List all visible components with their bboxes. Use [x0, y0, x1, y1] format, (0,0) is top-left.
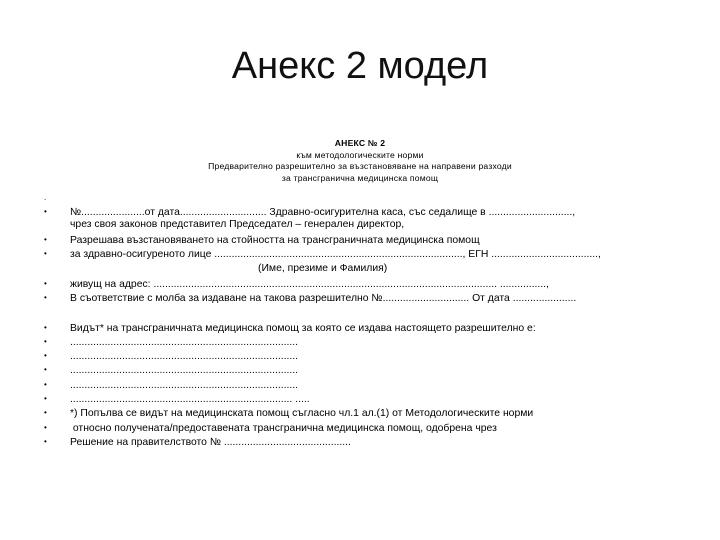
permit-number-line: №......................от дата.............................. Здравно-осигурителна каса, със седалище в .............................,: [70, 207, 576, 218]
annex-header: [0, 138, 720, 184]
blank-line-4: ...............................................................................: [70, 380, 299, 391]
annex-number: АНЕКС № 2: [334, 138, 386, 148]
bullet-icon: •: [44, 323, 47, 332]
blank-line-3: ...............................................................................: [70, 365, 299, 376]
footnote-line-1: *) Попълва се видът на медицинската помощ съгласно чл.1 ал.(1) от Методологическите норми: [70, 408, 534, 419]
application-line: В съответствие с молба за издаване на такова разрешително №.............................. От дата ......................: [70, 293, 577, 304]
annex-permit-subject: за трансгранична медицинска помощ: [281, 172, 439, 183]
blank-line-1: ...............................................................................: [70, 337, 299, 348]
care-type-line: Видът* на трансграничната медицинска помощ за която се издава настоящето разрешително е:: [70, 323, 536, 334]
government-decision-line: Решение на правителството № ............................................: [70, 437, 351, 448]
bullet-icon: •: [44, 293, 47, 302]
bullet-icon: •: [44, 380, 47, 389]
stray-dot: .: [44, 193, 47, 202]
footnote-line-2: относно получената/предоставената трансгранична медицинска помощ, одобрена чрез: [70, 423, 497, 434]
bullet-icon: •: [44, 423, 47, 432]
blank-line-5: ............................................................................. .....: [70, 394, 310, 405]
reimbursement-line: Разрешава възстановяването на стойността на трансграничната медицинска помощ: [70, 235, 480, 246]
bullet-icon: •: [44, 437, 47, 446]
bullet-icon: •: [44, 351, 47, 360]
annex-subtitle: към методологическите норми: [296, 149, 424, 160]
representative-line: чрез своя законов представител Председател – генерален директор,: [70, 219, 405, 230]
bullet-icon: •: [44, 337, 47, 346]
insured-person-line: за здравно-осигуреното лице ......................................................................................, ЕГН .....................................,: [70, 249, 601, 260]
bullet-icon: •: [44, 408, 47, 417]
annex-permit-title: Предварително разрешително за възстановяване на направени разходи: [208, 161, 512, 171]
name-hint: (Име, презиме и Фамилия): [258, 263, 388, 274]
bullet-icon: •: [44, 207, 47, 216]
bullet-icon: •: [44, 235, 47, 244]
bullet-icon: •: [44, 249, 47, 258]
address-line: живущ на адрес: ....................................................................................................................... ................,: [70, 279, 549, 290]
slide-title: Анекс 2 модел: [231, 45, 489, 87]
bullet-icon: •: [44, 394, 47, 403]
blank-line-2: ...............................................................................: [70, 351, 299, 362]
bullet-icon: •: [44, 365, 47, 374]
bullet-icon: •: [44, 279, 47, 288]
